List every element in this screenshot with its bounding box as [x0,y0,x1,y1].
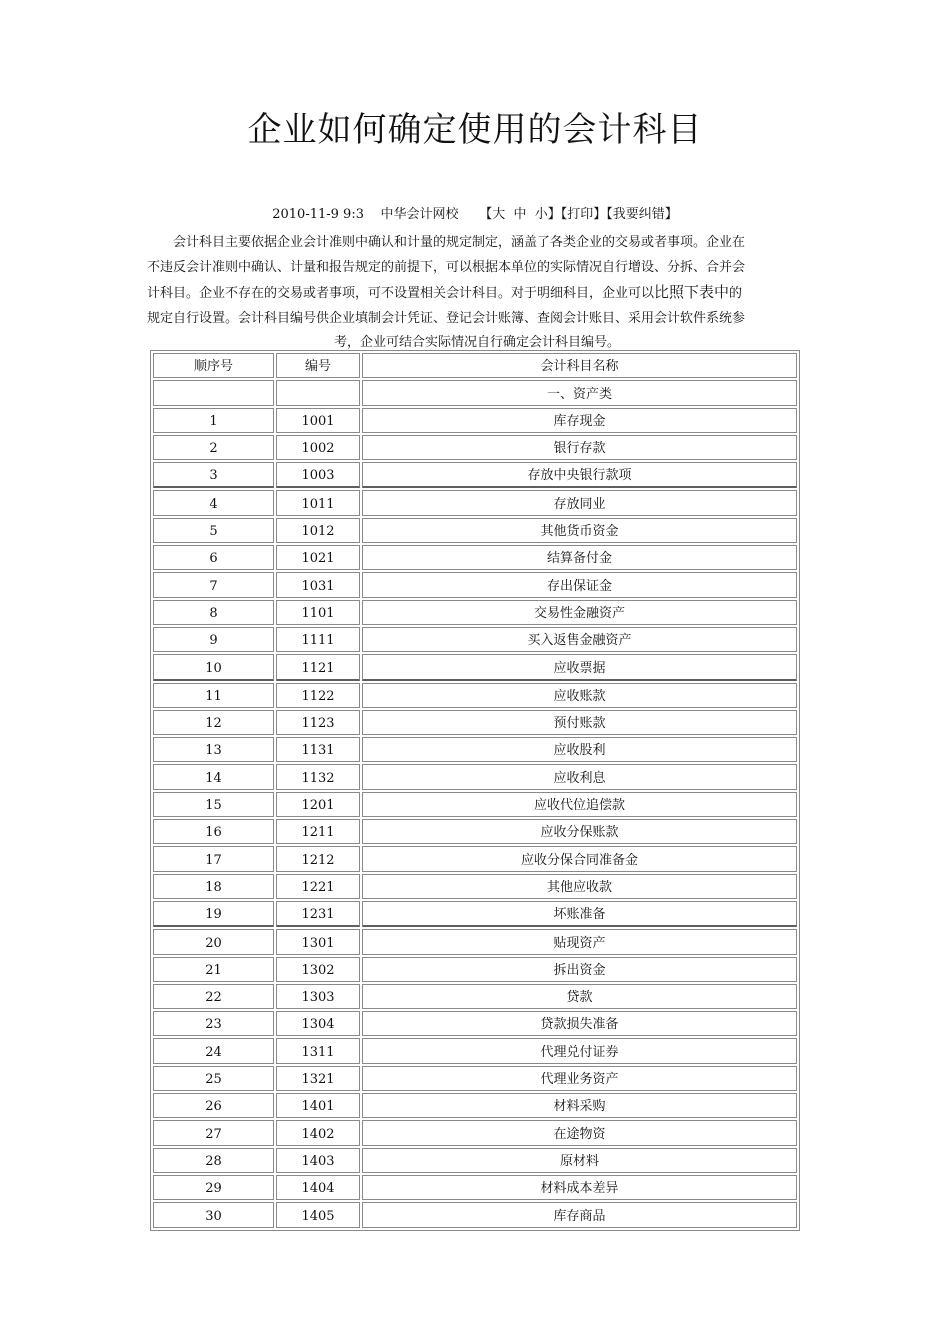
table-row [153,901,797,927]
table-row [153,737,797,762]
cell-account-name: 其他应收款 [362,874,797,899]
cell-account-name: 应收股利 [362,737,797,762]
cell-account-name: 拆出资金 [362,957,797,982]
table-row [153,929,797,954]
intro-line: 规定自行设置。会计科目编号供企业填制会计凭证、登记会计账簿、查阅会计账目、采用会计软件系统参 [147,310,746,326]
intro-paragraph [147,231,807,356]
cell-seq: 3 [153,462,274,488]
cell-code: 1321 [276,1066,360,1091]
cell-seq: 4 [153,490,274,515]
table-row [153,1148,797,1173]
report-error-link[interactable]: 【我要纠错】 [606,207,678,222]
cell-code: 1001 [276,408,360,433]
source-name: 中华会计网校 [380,207,459,222]
cell-account-name: 应收票据 [362,654,797,680]
cell-seq: 23 [153,1011,274,1036]
cell-code: 1211 [276,819,360,844]
article-meta [0,206,950,224]
cell-seq: 14 [153,764,274,789]
cell-code: 1101 [276,600,360,625]
intro-line: 会计科目主要依据企业会计准则中确认和计量的规定制定，涵盖了各类企业的交易或者事项。企业在 [173,235,746,250]
table-row [153,600,797,625]
font-size-controls[interactable]: 【大 中 小】 [479,207,561,222]
cell-account-name: 应收账款 [362,683,797,708]
column-header-seq: 顺序号 [153,353,274,378]
cell-seq: 24 [153,1038,274,1063]
cell-seq: 29 [153,1175,274,1200]
cell-account-name: 原材料 [362,1148,797,1173]
cell-seq: 2 [153,435,274,460]
table-row [153,1202,797,1227]
cell-seq: 10 [153,654,274,680]
cell-account-name: 贴现资产 [362,929,797,954]
table-row [153,1011,797,1036]
cell-code: 1123 [276,710,360,735]
cell-code: 1131 [276,737,360,762]
cell-account-name: 材料成本差异 [362,1175,797,1200]
table-row [153,984,797,1009]
cell-seq: 16 [153,819,274,844]
cell-seq: 25 [153,1066,274,1091]
column-header-name: 会计科目名称 [362,353,797,378]
cell-account-name: 坏账准备 [362,901,797,927]
cell-account-name: 应收利息 [362,764,797,789]
cell-code [276,380,360,405]
cell-seq: 9 [153,627,274,652]
cell-code: 1302 [276,957,360,982]
cell-seq: 21 [153,957,274,982]
cell-account-name: 代理业务资产 [362,1066,797,1091]
cell-account-name: 贷款损失准备 [362,1011,797,1036]
cell-seq: 6 [153,545,274,570]
cell-account-name: 贷款 [362,984,797,1009]
cell-seq: 26 [153,1093,274,1118]
cell-account-name: 库存现金 [362,408,797,433]
table-row [153,572,797,597]
intro-line [147,280,807,307]
cell-code: 1212 [276,846,360,871]
cell-seq: 27 [153,1120,274,1145]
cell-seq: 22 [153,984,274,1009]
cell-code: 1402 [276,1120,360,1145]
table-row [153,1120,797,1145]
table-row [153,627,797,652]
cell-code: 1303 [276,984,360,1009]
publish-date: 2010-11-9 9:3 [272,207,364,222]
cell-seq: 7 [153,572,274,597]
cell-account-name: 结算备付金 [362,545,797,570]
table-row [153,792,797,817]
table-row [153,462,797,488]
table-row [153,1038,797,1063]
intro-text-large: 比照下表中 [654,283,730,301]
table-header-row [153,353,797,378]
intro-line: 考，企业可结合实际情况自行确定会计科目编号。 [333,335,620,350]
table-row [153,957,797,982]
cell-seq: 12 [153,710,274,735]
cell-seq: 8 [153,600,274,625]
cell-code: 1011 [276,490,360,515]
table-row [153,1066,797,1091]
cell-account-name: 银行存款 [362,435,797,460]
cell-seq: 30 [153,1202,274,1227]
intro-line: 不违反会计准则中确认、计量和报告规定的前提下，可以根据本单位的实际情况自行增设、分拆、合并会 [147,259,746,275]
cell-account-name: 应收代位追偿款 [362,792,797,817]
table-row [153,846,797,871]
cell-code: 1132 [276,764,360,789]
table-row [153,408,797,433]
cell-account-name: 材料采购 [362,1093,797,1118]
cell-code: 1404 [276,1175,360,1200]
table-row [153,435,797,460]
cell-code: 1031 [276,572,360,597]
cell-account-name: 代理兑付证券 [362,1038,797,1063]
table-row [153,490,797,515]
cell-seq: 28 [153,1148,274,1173]
cell-code: 1122 [276,683,360,708]
cell-account-name: 库存商品 [362,1202,797,1227]
cell-code: 1021 [276,545,360,570]
cell-seq [153,380,274,405]
table-row [153,710,797,735]
cell-seq: 17 [153,846,274,871]
cell-code: 1221 [276,874,360,899]
print-link[interactable]: 【打印】 [560,207,607,222]
table-row [153,764,797,789]
cell-seq: 20 [153,929,274,954]
table-row [153,1093,797,1118]
cell-account-name: 一、资产类 [362,380,797,405]
accounts-table [150,350,800,1231]
table-row [153,819,797,844]
cell-code: 1012 [276,518,360,543]
cell-code: 1304 [276,1011,360,1036]
column-header-code: 编号 [276,353,360,378]
cell-seq: 1 [153,408,274,433]
cell-seq: 18 [153,874,274,899]
table-body [153,380,797,1227]
table-row [153,380,797,405]
cell-seq: 19 [153,901,274,927]
intro-text: 的 [729,286,743,301]
cell-code: 1002 [276,435,360,460]
cell-seq: 11 [153,683,274,708]
cell-account-name: 应收分保合同准备金 [362,846,797,871]
table-row [153,1175,797,1200]
table-row [153,683,797,708]
cell-code: 1311 [276,1038,360,1063]
page-title: 企业如何确定使用的会计科目 [247,110,703,150]
cell-code: 1201 [276,792,360,817]
cell-account-name: 在途物资 [362,1120,797,1145]
cell-code: 1401 [276,1093,360,1118]
table-row [153,654,797,680]
table-row [153,518,797,543]
cell-code: 1121 [276,654,360,680]
cell-code: 1231 [276,901,360,927]
cell-account-name: 买入返售金融资产 [362,627,797,652]
cell-code: 1405 [276,1202,360,1227]
cell-account-name: 存出保证金 [362,572,797,597]
cell-code: 1403 [276,1148,360,1173]
cell-seq: 5 [153,518,274,543]
cell-account-name: 应收分保账款 [362,819,797,844]
cell-code: 1111 [276,627,360,652]
cell-account-name: 预付账款 [362,710,797,735]
cell-seq: 13 [153,737,274,762]
table-row [153,545,797,570]
cell-account-name: 存放同业 [362,490,797,515]
table-row [153,874,797,899]
cell-seq: 15 [153,792,274,817]
cell-code: 1003 [276,462,360,488]
intro-text: 计科目。企业不存在的交易或者事项，可不设置相关会计科目。对于明细科目，企业可以 [147,286,655,301]
cell-account-name: 交易性金融资产 [362,600,797,625]
cell-account-name: 其他货币资金 [362,518,797,543]
accounts-table-container [150,350,800,1231]
cell-account-name: 存放中央银行款项 [362,462,797,488]
cell-code: 1301 [276,929,360,954]
